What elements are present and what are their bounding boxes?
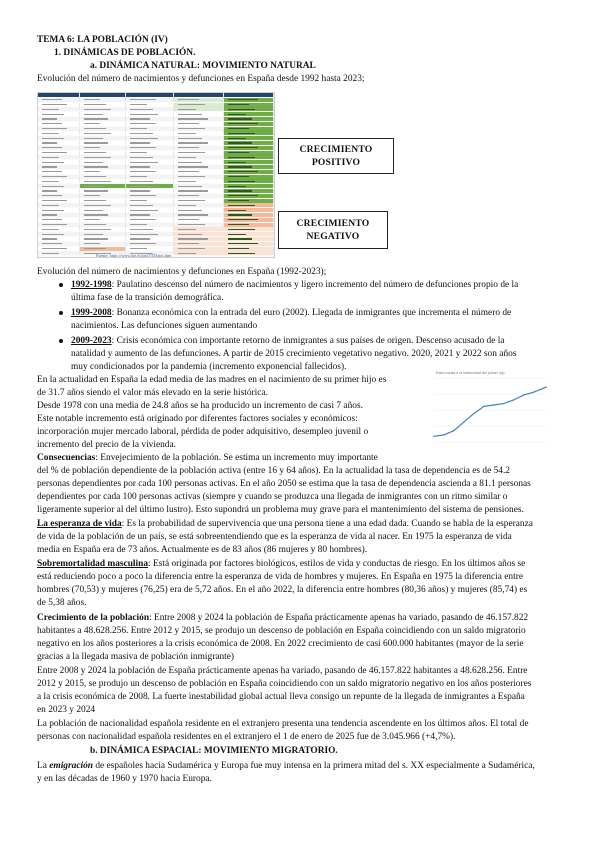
male-mortality-line1: Sobremortalidad masculina: Está originada por factores biológicos, estilos de vida y conductas de riesgo. En los últimos años se [37,559,526,569]
table-cell [80,146,126,150]
emigration-line2: y en las décadas de 1960 y 1970 hacia Europa. [37,774,212,784]
positive-box-line2: POSITIVO [311,157,361,168]
life-expectancy-line1: La esperanza de vida: Es la probabilidad de supervivencia que una persona tiene a una edad dada. Cuando se habla de la esperanza [37,519,533,529]
table-cell [80,131,126,135]
section-heading-dynamics: 1. DINÁMICAS DE POBLACIÓN. [54,48,196,58]
bullet-2009-2023-cont2: muy condicionados por la pandemia (incremento exponencial fallecidos). [71,362,347,372]
chart-point [433,436,434,437]
table-cell [80,112,126,116]
table-cell [126,146,174,150]
growth-line4: gracias a la llegada masiva de población inmigrante) [37,652,235,662]
table-cell [224,160,274,164]
table-cell [174,175,224,179]
consequences-line3: personas dependientes por cada 100 personas activas. En el año 2050 se estima que la tasa de dependencia ascienda a 81.1 personas [37,479,531,489]
table-cell [38,141,80,145]
table-cell [126,151,174,155]
table-cell [38,155,80,159]
table-cell [126,242,174,246]
chart-point [545,387,546,388]
chart-point [463,421,464,422]
table-cell [38,223,80,227]
negative-growth-box [278,211,388,249]
table-cell [174,218,224,222]
table-cell [80,227,126,231]
chart-point [453,430,454,431]
table-cell [126,213,174,217]
table-cell [38,218,80,222]
chart-point [523,394,524,395]
table-cell [174,179,224,183]
table-cell [126,155,174,159]
chart-point [483,406,484,407]
table-cell [38,122,80,126]
table-cell [38,251,80,255]
table-cell [224,131,274,135]
table-cell [80,218,126,222]
table-cell [174,223,224,227]
table-cell [38,112,80,116]
maternal-age-line5: incorporación mujer mercado laboral, pérdida de poder adquisitivo, desempleo juvenil o [37,427,369,437]
maternal-age-line4: Este notable incremento está originado por diferentes factores sociales y económicos: [37,414,358,424]
table-cell [80,175,126,179]
table-cell [224,242,274,246]
table-cell [126,122,174,126]
table-cell [174,131,224,135]
positive-growth-box [278,138,394,174]
table-cell [224,175,274,179]
table-cell [80,184,126,188]
growth-line3: negativo en los años posteriores a la crisis económica de 2008. En 2022 crecimiento de casi 600.000 habitantes (mayor de la serie [37,639,524,649]
table-cell [80,247,126,251]
table-cell [38,165,80,169]
table-cell [38,93,80,97]
table-cell [174,107,224,111]
table-cell [174,103,224,107]
table-cell [224,107,274,111]
table-cell [38,208,80,212]
table-cell [80,103,126,107]
table-cell [38,175,80,179]
growth-line1: Crecimiento de la población: Entre 2008 y 2024 la población de España prácticamente apenas ha variado, pasando de 46.157.822 [37,613,529,623]
table-cell [224,127,274,131]
chart-point [503,403,504,404]
table-cell [174,117,224,121]
table-cell [224,141,274,145]
table-cell [38,227,80,231]
table-cell [80,189,126,193]
table-cell [224,98,274,102]
male-mortality-line2: está reduciendo poco a poco la diferencia entre la esperanza de vida de hombres y mujeres. En España en 1975 la diferencia entre [37,572,523,582]
growth2-line3: a la crisis económica de 2008. La fuerte inestabilidad global actual lleva consigo un repunte de la llegada de inmigrantes a España [37,692,525,702]
table-cell [38,203,80,207]
chart-point [443,434,444,435]
table-cell [126,203,174,207]
table-cell [80,203,126,207]
table-cell [126,170,174,174]
life-expectancy-line2: de vida de la población de un país, se está sobreentendiendo que es la esperanza de vida al nacer. En 1975 la esperanza de vida [37,532,512,542]
table-cell [174,122,224,126]
chart-series-line [434,387,546,436]
table-cell [224,184,274,188]
table-cell [80,127,126,131]
table-cell [174,146,224,150]
table-cell [174,98,224,102]
table-cell [126,232,174,236]
table-cell [80,170,126,174]
table-cell [224,165,274,169]
male-mortality-line3: hombres (70,53) y mujeres (76,25) era de 5,72 años. En el año 2022, la diferencia entre hombres (80,36 años) y mujeres (85,74) es [37,585,528,595]
growth2-line4: en 2023 y 2024 [37,705,96,715]
table-cell [126,208,174,212]
table-cell [224,223,274,227]
table-cell [126,199,174,203]
table-cell [224,112,274,116]
table-cell [126,131,174,135]
table-cell [224,179,274,183]
table-cell [174,189,224,193]
table-cell [126,141,174,145]
table-cell [224,117,274,121]
table-cell [224,213,274,217]
bullet-1999-2008: 1999-2008: Bonanza económica con la entrada del euro (2002). Llegada de inmigrantes que incrementa el número de [71,308,512,318]
table-cell [38,213,80,217]
table-cell [80,179,126,183]
table-cell [126,127,174,131]
table-cell [126,112,174,116]
table-cell [174,194,224,198]
table-cell [224,189,274,193]
table-cell [174,242,224,246]
table-cell [174,237,224,241]
bullet-1992-1998: 1992-1998: Paulatino descenso del número de nacimientos y ligero incremento del número de defunciones propio de la [71,280,519,290]
growth-line2: habitantes a 48.628.256. Entre 2012 y 2015, se produjo un descenso de población en España coincidiendo con un saldo migratorio [37,626,526,636]
table-cell [80,160,126,164]
table-cell [174,155,224,159]
table-cell [174,165,224,169]
table-cell [174,199,224,203]
table-cell [126,117,174,121]
table-cell [174,93,224,97]
abroad-line1: La población de nacionalidad española residente en el extranjero presenta una tendencia ascendente en los últimos años. El total de [37,719,529,729]
emigration-line1: La emigración de españoles hacia Sudamérica y Europa fue muy intensa en la primera mitad del s. XX especialmente a Sudamérica, [37,761,535,771]
table-cell [80,136,126,140]
table-cell [224,151,274,155]
bullet-1992-1998-cont: última fase de la transición demográfica. [71,293,224,303]
table-cell [224,208,274,212]
table-cell [38,117,80,121]
table-cell [38,232,80,236]
table-cell [80,107,126,111]
table-cell [38,103,80,107]
life-expectancy-line3: media en España era de 73 años. Actualmente es de 83 años (86 mujeres y 80 hombres). [37,545,368,555]
growth2-line1: Entre 2008 y 2024 la población de España prácticamente apenas ha variado, pasando de 46.157.822 habitantes a 48.628.256. Entre [37,666,528,676]
table-cell [174,136,224,140]
table-cell [38,179,80,183]
table-cell [38,237,80,241]
table-cell [80,213,126,217]
table-cell [38,189,80,193]
maternal-age-line3: Desde 1978 con una media de 24.8 años se ha producido un incremento de casi 7 años. [37,401,363,411]
table-cell [126,160,174,164]
consequences-line5: ligeramente superior al del último lustro). Esto supondrá un problema muy grave para el mantenimiento del sistema de pensiones. [37,505,524,515]
table-cell [174,247,224,251]
table-cell [174,251,224,255]
table-cell [126,218,174,222]
chart-point [513,399,514,400]
table-cell [224,155,274,159]
positive-box-line1: CRECIMIENTO [299,144,373,155]
table-cell [126,227,174,231]
intro-text: Evolución del número de nacimientos y defunciones en España desde 1992 hasta 2023; [37,74,365,84]
table-cell [224,194,274,198]
bullet-1999-2008-cont: nacimientos. Las defunciones siguen aumentando [71,321,258,331]
table-cell [174,203,224,207]
table-cell [174,227,224,231]
table-cell [174,232,224,236]
table-cell [80,194,126,198]
table-cell [174,160,224,164]
table-cell [224,203,274,207]
table-cell [80,98,126,102]
growth2-line2: 2012 y 2015, se produjo un descenso de población en España coincidiendo con un saldo migratorio negativo en los años posteriores [37,679,532,689]
table-cell [224,146,274,150]
maternal-age-line-chart [428,368,550,446]
bullet-dot [59,339,63,343]
table-cell [174,184,224,188]
table-cell [80,237,126,241]
table-cell [224,218,274,222]
table-cell [38,194,80,198]
table-cell [38,160,80,164]
table-cell [80,242,126,246]
table-cell [38,242,80,246]
table-cell [38,146,80,150]
table-cell [224,93,274,97]
table-cell [126,93,174,97]
consequences-line2: del % de población dependiente de la población activa (entre 16 y 64 años). En la actualidad la tasa de dependencia es de 54.2 [37,466,510,476]
table-cell [174,213,224,217]
bullet-2009-2023-cont: natalidad y aumento de las defunciones. A partir de 2015 crecimiento vegetativo negativo. 2020, 2021 y 2022 son años [71,349,517,359]
consequences-line4: dependientes por cada 100 personas activas (siempre y cuando se produzca una llegada de inmigrantes con un ritmo similar o [37,492,508,502]
table-cell [38,127,80,131]
bullet-2009-2023: 2009-2023: Crisis económica con importante retorno de inmigrantes a sus países de origen. Descenso acusado de la [71,336,505,346]
table-cell [38,131,80,135]
chart-point [533,392,534,393]
table-source-caption: Fuente: https://www.ine.es/jaxiT3/Datos.htm [96,253,172,258]
chart-point [473,413,474,414]
table-cell [80,232,126,236]
page-title: TEMA 6: LA POBLACIÓN (IV) [37,35,168,45]
table-cell [224,237,274,241]
maternal-age-line2: de 31.7 años siendo el valor más elevado en la serie histórica. [37,388,268,398]
table-cell [38,136,80,140]
table-cell [38,151,80,155]
table-cell [80,199,126,203]
table-cell [80,141,126,145]
table-cell [126,98,174,102]
table-cell [224,103,274,107]
table-cell [126,165,174,169]
table-cell [224,251,274,255]
evolution-heading: Evolución del número de nacimientos y defunciones en España (1992-2023); [37,267,327,277]
table-cell [224,199,274,203]
table-cell [126,136,174,140]
table-cell [224,136,274,140]
table-cell [38,247,80,251]
table-cell [80,93,126,97]
table-cell [126,179,174,183]
table-cell [174,208,224,212]
maternal-age-line1: En la actualidad en España la edad media de las madres en el nacimiento de su primer hijo es [37,375,387,385]
table-cell [80,208,126,212]
table-cell [126,107,174,111]
table-cell [126,223,174,227]
table-cell [224,232,274,236]
chart-point [493,404,494,405]
table-cell [126,194,174,198]
table-cell [224,227,274,231]
table-cell [126,103,174,107]
births-deaths-table-image [37,92,275,258]
table-cell [80,165,126,169]
male-mortality-line4: de 5,38 años. [37,598,87,608]
table-cell [80,117,126,121]
subsection-heading-spatial: b. DINÁMICA ESPACIAL: MOVIMIENTO MIGRATORIO. [90,746,338,756]
table-cell [80,151,126,155]
table-cell [174,112,224,116]
bullet-dot [59,311,63,315]
bullet-dot [59,283,63,287]
table-cell [38,98,80,102]
maternal-age-line6: incremento del precio de la vivienda. [37,440,177,450]
table-cell [224,122,274,126]
table-cell [126,237,174,241]
table-cell [174,141,224,145]
table-cell [38,107,80,111]
table-cell [126,175,174,179]
table-cell [174,170,224,174]
table-cell [224,170,274,174]
consequences-line1: Consecuencias: Envejecimiento de la población. Se estima un incremento muy importante [37,453,378,463]
table-cell [126,189,174,193]
table-cell [126,247,174,251]
abroad-line2: personas con nacionalidad española residentes en el extranjero el 1 de enero de 2025 fue de 3.045.966 (+4,7%). [37,732,456,742]
table-cell [80,122,126,126]
table-cell [224,247,274,251]
negative-box-line1: CRECIMIENTO [296,218,370,229]
table-cell [38,170,80,174]
table-cell [174,151,224,155]
subsection-heading-natural: a. DINÁMICA NATURAL: MOVIMIENTO NATURAL [90,61,316,71]
table-cell [38,184,80,188]
negative-box-line2: NEGATIVO [306,231,360,242]
table-cell [80,155,126,159]
table-cell [174,127,224,131]
chart-title: Edad media a la maternidad del primer hijo [436,371,505,375]
table-cell [126,184,174,188]
table-cell [38,199,80,203]
table-cell [80,223,126,227]
